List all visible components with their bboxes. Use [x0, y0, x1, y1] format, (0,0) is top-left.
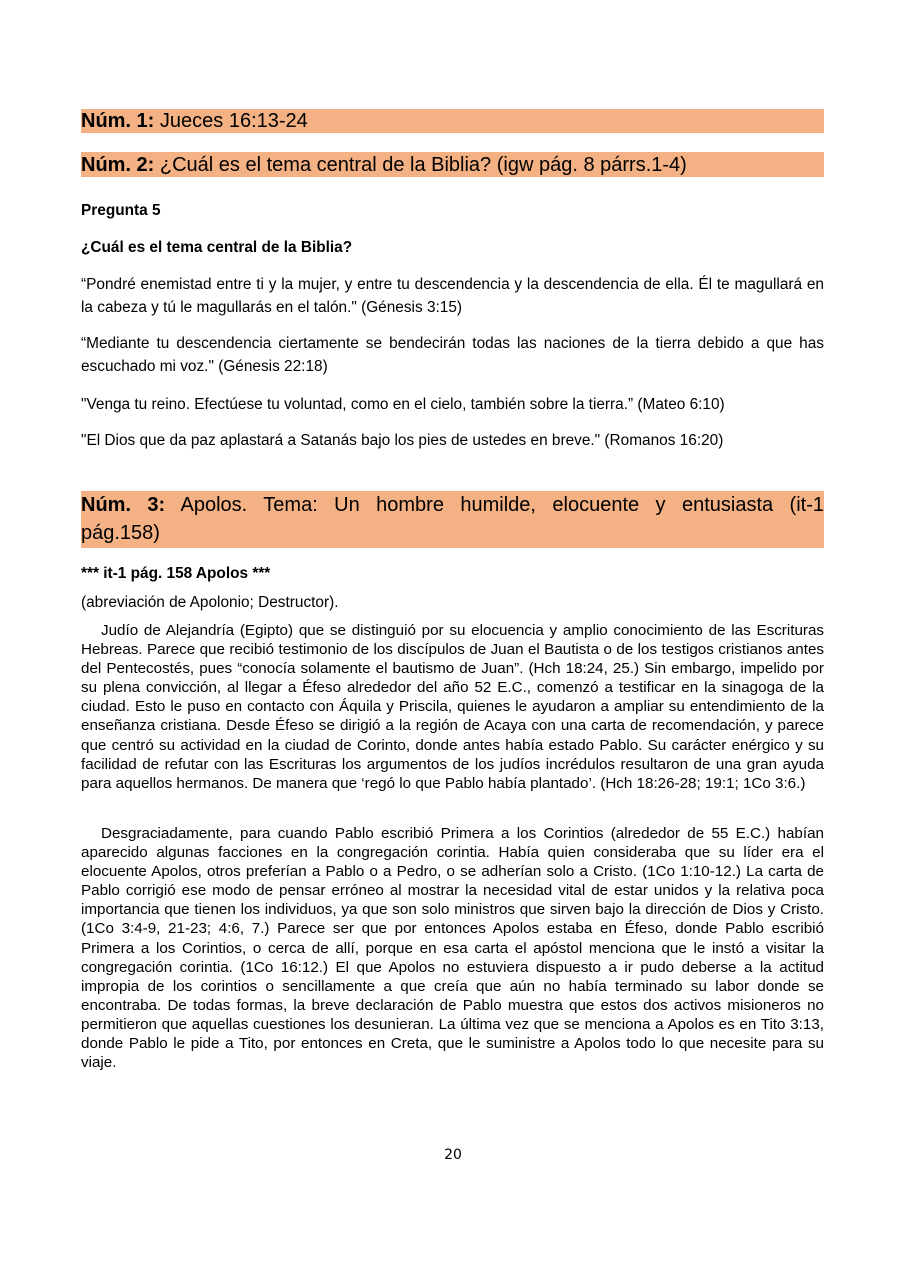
quote-romanos-16-20: "El Dios que da paz aplastará a Satanás bajo los pies de ustedes en breve." (Romanos 16:20) — [81, 432, 724, 449]
heading-3-label: Núm. 3: — [81, 494, 166, 516]
heading-3-text-line2: pág.158) — [81, 522, 160, 544]
article-title: *** it-1 pág. 158 Apolos *** — [81, 565, 271, 582]
heading-3-text-line1: Apolos. Tema: Un hombre humilde, elocuente y entusiasta (it-1 — [165, 494, 824, 516]
article-paragraph-1: Judío de Alejandría (Egipto) que se distinguió por su elocuencia y amplio conocimiento de las Escrituras Hebreas. Parece que recibió testimonio de los discípulos de Juan el Bautista o de los testigos cristianos antes del Pentecostés, pues “conocía solamente el bautismo de Juan”. (Hch 18:24, 25.) Sin embargo, impelido por su plena convicción, al llegar a Éfeso alrededor del año 52 E.C., comenzó a testificar en la sinagoga de la ciudad. Esto le puso en contacto con Áquila y Priscila, quienes le ayudaron a ampliar su entendimiento de la enseñanza cristiana. Desde Éfeso se dirigió a la región de Acaya con una carta de recomendación, y parece que centró su actividad en la ciudad de Corinto, donde antes había estado Pablo. Su carácter enérgico y su facilidad de refutar con las Escrituras los argumentos de los judíos incrédulos resultaron de una gran ayuda para aquellos hermanos. De manera que ‘regó lo que Pablo había plantado’. (Hch 18:26-28; 19:1; 1Co 3:6.) — [81, 622, 824, 792]
heading-2-label: Núm. 2: — [81, 154, 155, 176]
quote-genesis-3-15: “Pondré enemistad entre ti y la mujer, y entre tu descendencia y la descendencia de ella. Él te magullará en la cabeza y tú le magullarás en el talón." (Génesis 3:15) — [81, 276, 824, 316]
heading-num-1 — [81, 109, 824, 133]
heading-2-text: ¿Cuál es el tema central de la Biblia? (igw pág. 8 párrs.1-4) — [154, 154, 687, 176]
heading-num-2 — [81, 152, 824, 177]
question-label: Pregunta 5 — [81, 202, 161, 219]
quote-mateo-6-10: "Venga tu reino. Efectúese tu voluntad, como en el cielo, también sobre la tierra.” (Mateo 6:10) — [81, 396, 725, 413]
quote-genesis-22-18: “Mediante tu descendencia ciertamente se bendecirán todas las naciones de la tierra debido a que has escuchado mi voz." (Génesis 22:18) — [81, 335, 824, 375]
page-number: 20 — [444, 1147, 462, 1163]
heading-1-text: Jueces 16:13-24 — [154, 110, 308, 132]
heading-1-label: Núm. 1: — [81, 110, 155, 132]
article-paragraph-2: Desgraciadamente, para cuando Pablo escribió Primera a los Corintios (alrededor de 55 E.C.) habían aparecido algunas facciones en la congregación corintia. Había quien consideraba que su líder era el elocuente Apolos, otros preferían a Pablo o a Pedro, o se adherían solo a Cristo. (1Co 1:10-12.) La carta de Pablo corrigió ese modo de pensar erróneo al mostrar la necesidad vital de estar unidos y la relativa poca importancia que tienen los individuos, ya que son solo ministros que sirven bajo la dirección de Dios y Cristo. (1Co 3:4-9, 21-23; 4:6, 7.) Parece ser que por entonces Apolos estaba en Éfeso, donde Pablo escribió Primera a los Corintios, o cerca de allí, porque en esa carta el apóstol menciona que le instó a visitar la congregación corintia. (1Co 16:12.) El que Apolos no estuviera dispuesto a ir pudo deberse a la actitud impropia de los corintios o sencillamente a que creía que aún no había terminado su labor donde se encontraba. De todas formas, la breve declaración de Pablo muestra que estos dos activos misioneros no permitieron que aquellas cuestiones los desunieran. La última vez que se menciona a Apolos es en Tito 3:13, donde Pablo le pide a Tito, por entonces en Creta, que le suministre a Apolos todo lo que necesite para su viaje. — [81, 825, 824, 1072]
heading-num-3 — [81, 491, 824, 548]
article-subtitle: (abreviación de Apolonio; Destructor). — [81, 594, 339, 611]
question-title: ¿Cuál es el tema central de la Biblia? — [81, 239, 353, 256]
